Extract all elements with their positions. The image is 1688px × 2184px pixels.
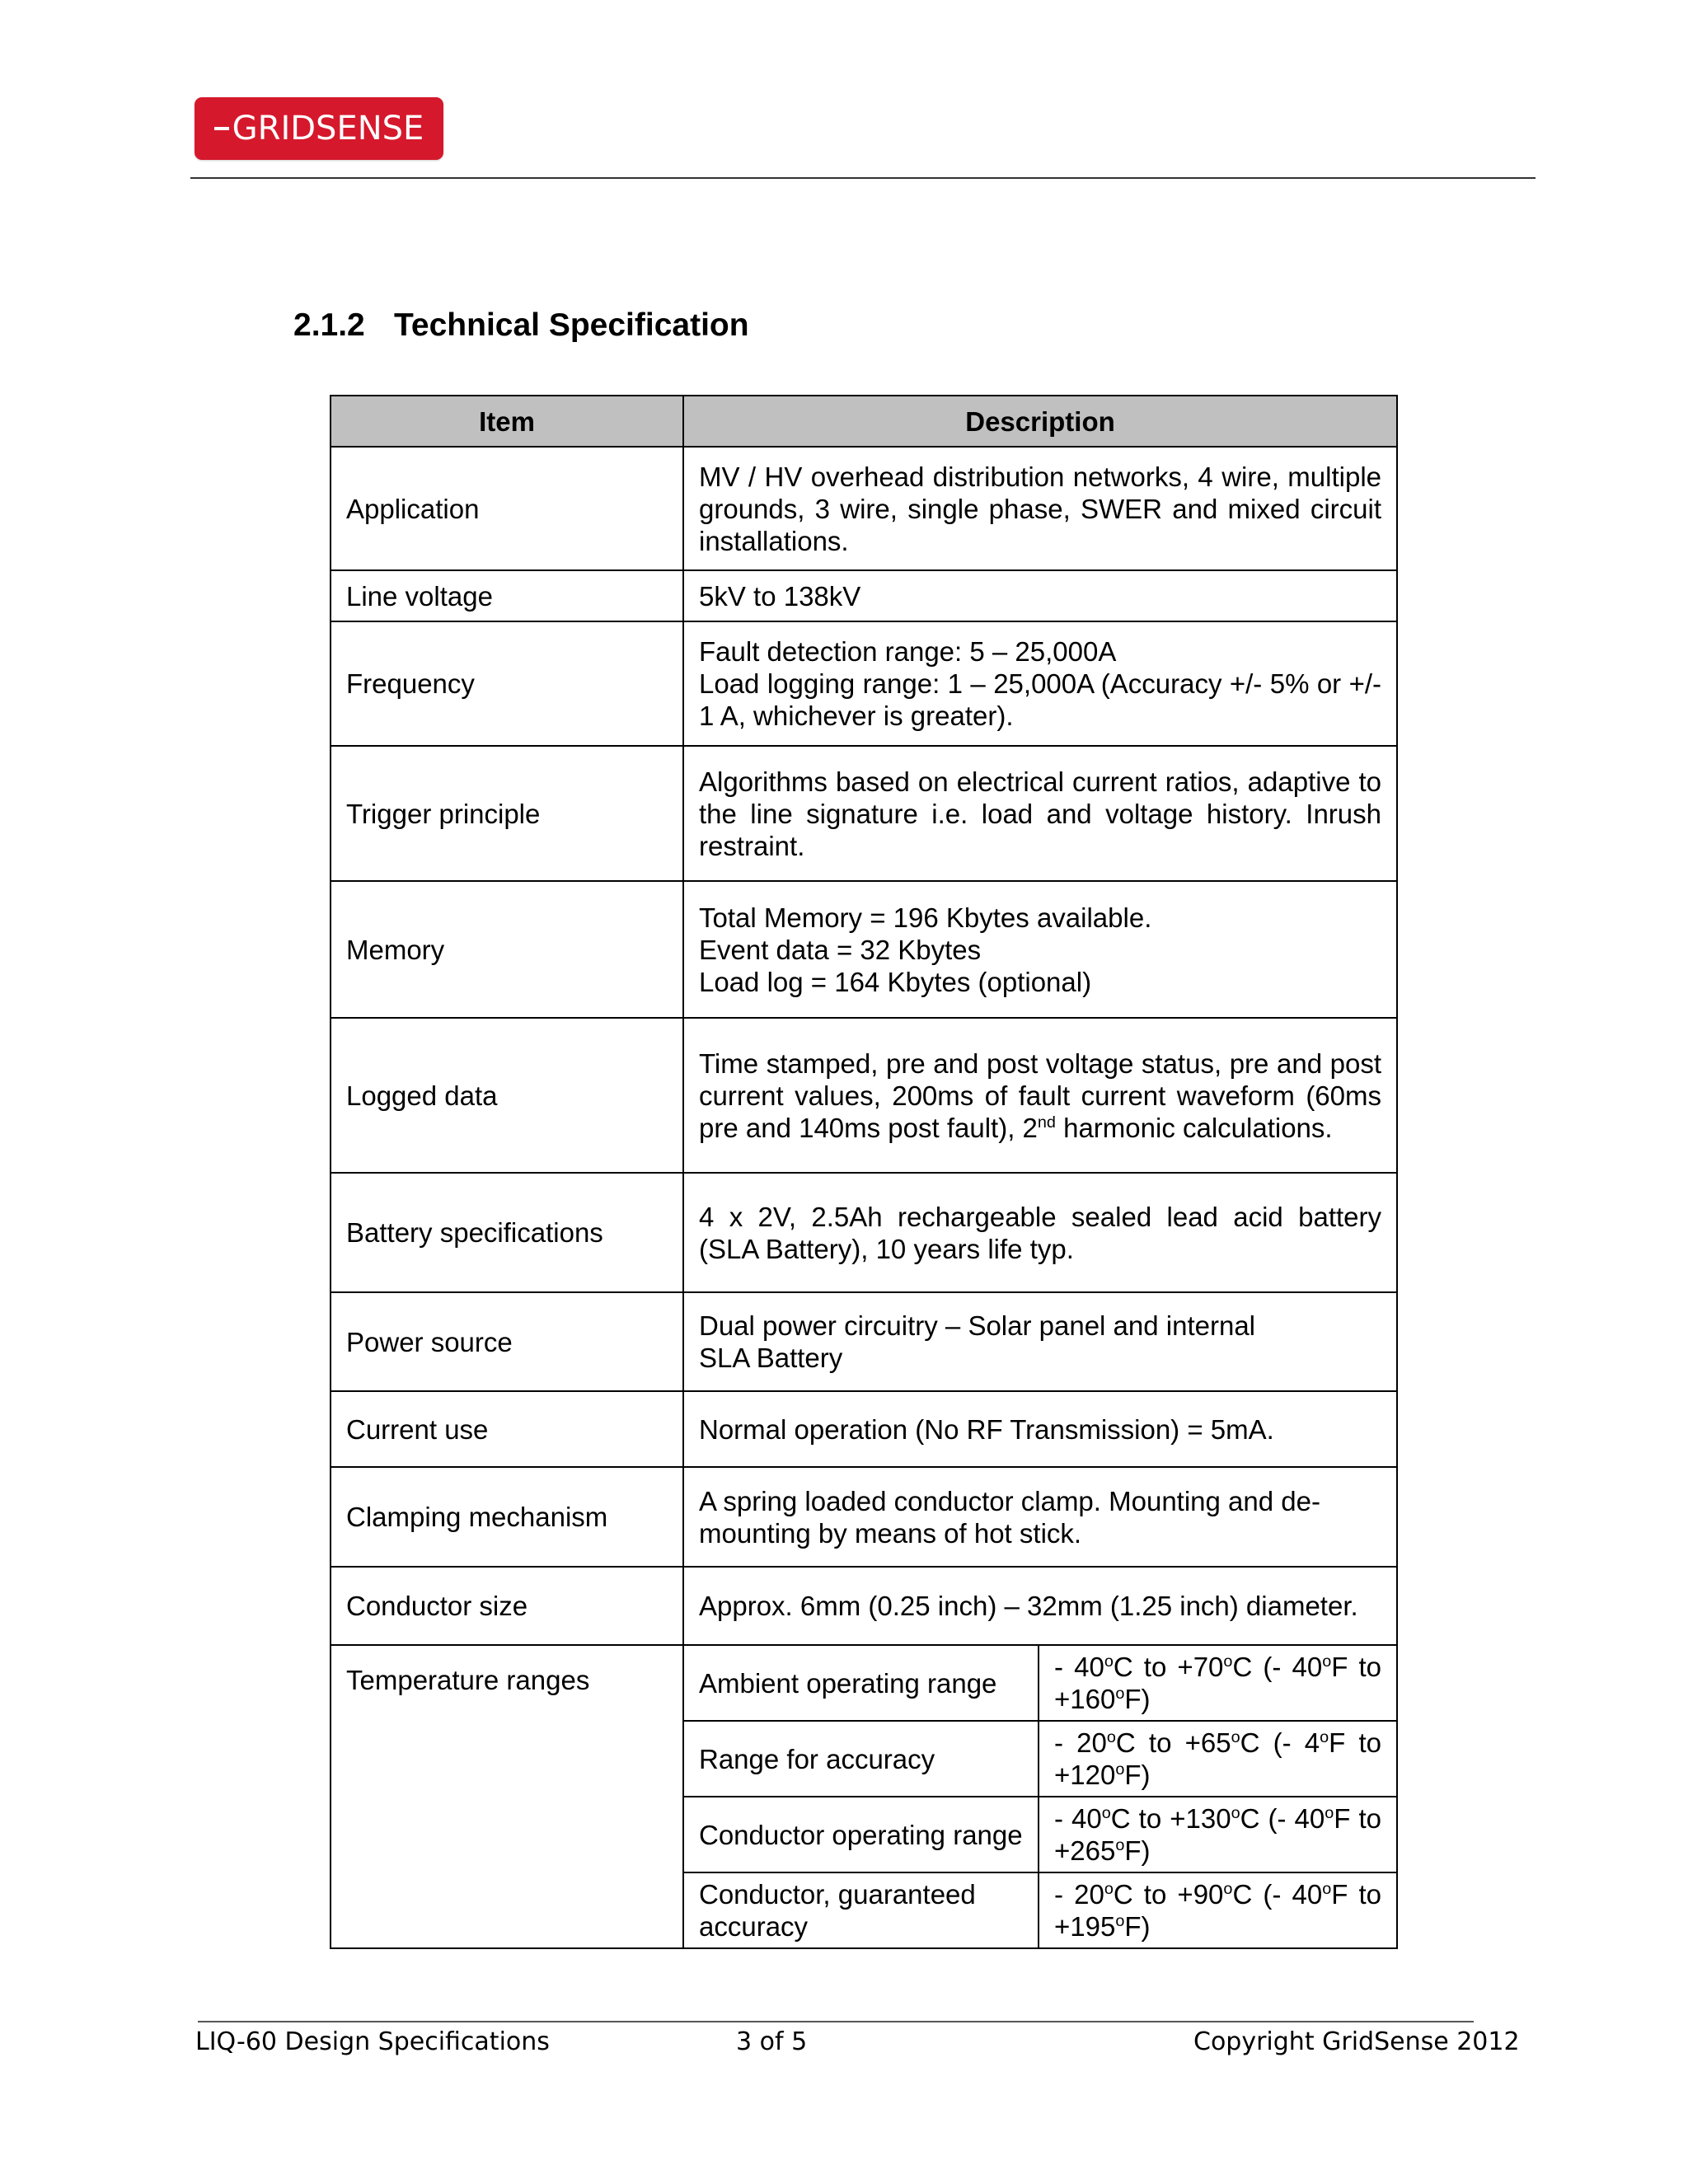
temp-label: Conductor, guaranteed accuracy bbox=[683, 1872, 1039, 1948]
section-heading bbox=[293, 307, 749, 344]
row-item: Conductor size bbox=[331, 1567, 683, 1645]
header-description: Description bbox=[683, 396, 1397, 447]
row-item: Temperature ranges bbox=[331, 1645, 683, 1948]
logo-text: GRIDSENSE bbox=[232, 110, 424, 148]
row-description: Approx. 6mm (0.25 inch) – 32mm (1.25 inch) diameter. bbox=[683, 1567, 1397, 1645]
row-item: Logged data bbox=[331, 1018, 683, 1173]
logo-dash bbox=[214, 127, 229, 130]
description-line: A spring loaded conductor clamp. Mounting and de- bbox=[699, 1485, 1320, 1516]
row-item: Frequency bbox=[331, 621, 683, 746]
table-row bbox=[331, 447, 1397, 570]
row-item: Application bbox=[331, 447, 683, 570]
header-rule bbox=[190, 177, 1536, 179]
description-line: Dual power circuitry – Solar panel and internal bbox=[699, 1310, 1256, 1341]
table-row bbox=[331, 1391, 1397, 1467]
row-description: MV / HV overhead distribution networks, 4 wire, multiple grounds, 3 wire, single phase, SWER and mixed circuit installations. bbox=[683, 447, 1397, 570]
table-row bbox=[331, 1567, 1397, 1645]
row-description bbox=[683, 1292, 1397, 1391]
row-description: Normal operation (No RF Transmission) = 5mA. bbox=[683, 1391, 1397, 1467]
footer-copyright: Copyright GridSense 2012 bbox=[1193, 2027, 1520, 2056]
footer-document-name: LIQ-60 Design Specifications bbox=[195, 2027, 550, 2056]
row-description: Algorithms based on electrical current ratios, adaptive to the line signature i.e. load and voltage history. Inrush restraint. bbox=[683, 746, 1397, 881]
temp-value: - 40$^o$C to $+130^oC$ (- 40$^o$F to $+265^oF$) bbox=[1039, 1797, 1397, 1872]
spec-table bbox=[330, 395, 1398, 1949]
row-description: 4 x 2V, 2.5Ah rechargeable sealed lead acid battery (SLA Battery), 10 years life typ. bbox=[683, 1173, 1397, 1292]
table-row bbox=[331, 746, 1397, 881]
footer-rule bbox=[198, 2021, 1474, 2022]
description-line: Total Memory = 196 Kbytes available. bbox=[699, 902, 1152, 933]
table-row bbox=[331, 1467, 1397, 1567]
row-item: Line voltage bbox=[331, 570, 683, 621]
temp-value: - 20$^o$C to $+65^oC$ (- 4$^o$F to $+120^oF$) bbox=[1039, 1721, 1397, 1797]
row-item: Battery specifications bbox=[331, 1173, 683, 1292]
header-item: Item bbox=[331, 396, 683, 447]
description-line: mounting by means of hot stick. bbox=[699, 1517, 1082, 1549]
temp-value: - 20$^o$C to $+90^oC$ (- 40$^o$F to $+195^oF$) bbox=[1039, 1872, 1397, 1948]
description-line: Fault detection range: 5 – 25,000A bbox=[699, 636, 1117, 667]
temperature-row bbox=[331, 1645, 1397, 1721]
row-description: 5kV to 138kV bbox=[683, 570, 1397, 621]
row-item: Current use bbox=[331, 1391, 683, 1467]
gridsense-logo bbox=[195, 97, 443, 160]
temp-label: Range for accuracy bbox=[683, 1721, 1039, 1797]
temp-value: - 40$^o$C to $+70^oC$ (- 40$^o$F to $+160^oF$) bbox=[1039, 1645, 1397, 1721]
row-description bbox=[683, 621, 1397, 746]
row-item: Memory bbox=[331, 881, 683, 1018]
section-number: 2.1.2 bbox=[293, 307, 365, 343]
table-row bbox=[331, 1173, 1397, 1292]
table-row bbox=[331, 1018, 1397, 1173]
section-title: Technical Specification bbox=[394, 307, 749, 343]
table-header-row bbox=[331, 396, 1397, 447]
temp-label: Ambient operating range bbox=[683, 1645, 1039, 1721]
row-item: Trigger principle bbox=[331, 746, 683, 881]
row-item: Power source bbox=[331, 1292, 683, 1391]
table-row bbox=[331, 621, 1397, 746]
table-row bbox=[331, 1292, 1397, 1391]
temp-label: Conductor operating range bbox=[683, 1797, 1039, 1872]
description-line: Event data = 32 Kbytes bbox=[699, 934, 982, 965]
description-line: SLA Battery bbox=[699, 1343, 843, 1373]
description-line: Load log = 164 Kbytes (optional) bbox=[699, 966, 1092, 997]
table-row bbox=[331, 881, 1397, 1018]
description-line: Load logging range: 1 – 25,000A (Accuracy +/- 5% or +/- 1 A, whichever is greater). bbox=[699, 668, 1382, 731]
row-description bbox=[683, 881, 1397, 1018]
table-row bbox=[331, 570, 1397, 621]
row-description: Time stamped, pre and post voltage status, pre and post current values, 200ms of fault current waveform (60ms pre and 140ms post fault), 2nd harmonic calculations. bbox=[683, 1018, 1397, 1173]
footer-page-number: 3 of 5 bbox=[736, 2027, 808, 2056]
row-description bbox=[683, 1467, 1397, 1567]
row-item: Clamping mechanism bbox=[331, 1467, 683, 1567]
